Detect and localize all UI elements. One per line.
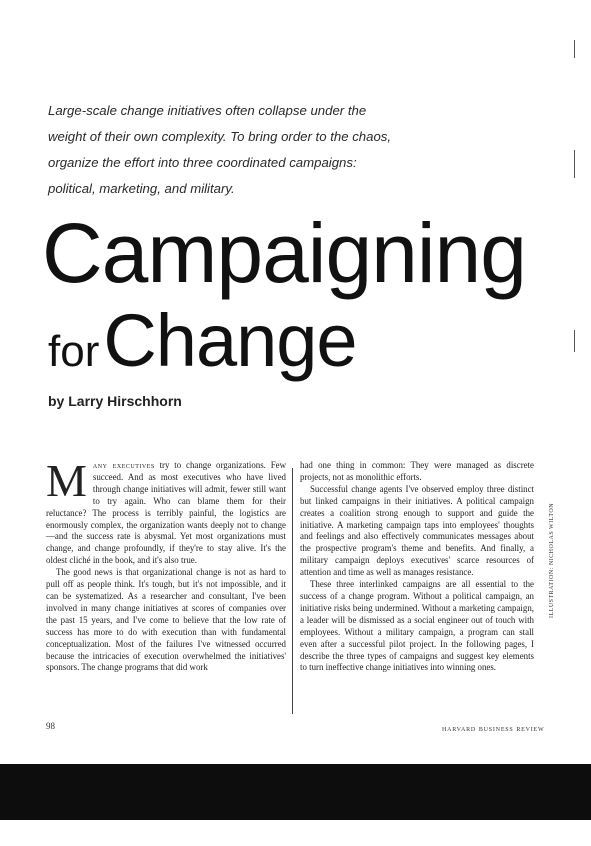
body-column-left xyxy=(46,455,287,674)
scan-edge-mark xyxy=(574,150,575,178)
deck-line: organize the effort into three coordinated campaigns: xyxy=(48,155,357,170)
lead-smallcaps: any executives xyxy=(92,460,155,470)
deck-line: Large-scale change initiatives often collapse under the xyxy=(48,103,367,118)
deck-text xyxy=(48,98,408,202)
deck-line: political, marketing, and military. xyxy=(48,181,235,196)
byline: by Larry Hirschhorn xyxy=(48,393,182,409)
scan-edge-mark xyxy=(574,40,575,58)
column-divider xyxy=(292,468,293,714)
drop-cap: M xyxy=(46,455,87,506)
body-paragraph: Successful change agents I've observed employ three distinct but linked campaigns in their initiatives. A political campaign creates a coalition strong enough to support and guide the initiative. A marketing campaign taps into employees' thoughts and feelings and also effectively communicates messages about the prospective program's theme and benefits. And finally, a military campaign deploys executives' scarce resources of attention and time as well as manages resistance. xyxy=(300,483,534,578)
body-text: try to change organizations. Few succeed. And as most executives who have lived through change initiatives will admit, fewer still want to try again. Who can blame them for their reluctance? The process is terribly painful, the logistics are enormously complex, the organization wants deeply not to change—and the success rate is abysmal. Yet most organizations must change, and change profoundly, if they're to stay alive. It's the oldest cliché in the book, and it's also true. xyxy=(46,460,287,566)
scan-edge-mark xyxy=(574,330,575,352)
headline-line2 xyxy=(48,298,357,383)
deck-line: weight of their own complexity. To bring order to the chaos, xyxy=(48,129,392,144)
body-column-right xyxy=(300,460,534,674)
headline-for: for xyxy=(48,327,100,376)
scan-black-bar xyxy=(0,764,591,820)
illustration-credit: ILLUSTRATION: NICHOLAS WILTON xyxy=(549,502,555,618)
body-paragraph: had one thing in common: They were managed as discrete projects, not as monolithic efforts. xyxy=(300,460,534,482)
body-paragraph xyxy=(46,455,287,567)
headline-change: Change xyxy=(103,299,357,382)
page-number: 98 xyxy=(46,721,55,731)
headline-line1: Campaigning xyxy=(42,206,526,300)
publication-name: harvard business review xyxy=(442,724,545,733)
body-paragraph: These three interlinked campaigns are all essential to the success of a change program. Without a political campaign, an initiative risks being undermined. Without a marketing campaign, a leader will be dismissed as a social engineer out of touch with employees. Without a military campaign, a program can stall even after a successful pilot project. In the following pages, I describe the three types of campaigns and suggest key elements to turn ineffective change initiatives into winning ones. xyxy=(300,579,534,673)
body-paragraph: The good news is that organizational change is not as hard to pull off as people think. It's tough, but it's not impossible, and it can be systematized. As a researcher and consultant, I've been involved in many change initiatives at scores of companies over the past 15 years, and I've come to believe that the low rate of success has more to do with execution than with fundamental conceptualization. Most of the failures I've witnessed occurred because the intricacies of execution overwhelmed the initiatives' sponsors. The change programs that did work xyxy=(46,567,286,673)
